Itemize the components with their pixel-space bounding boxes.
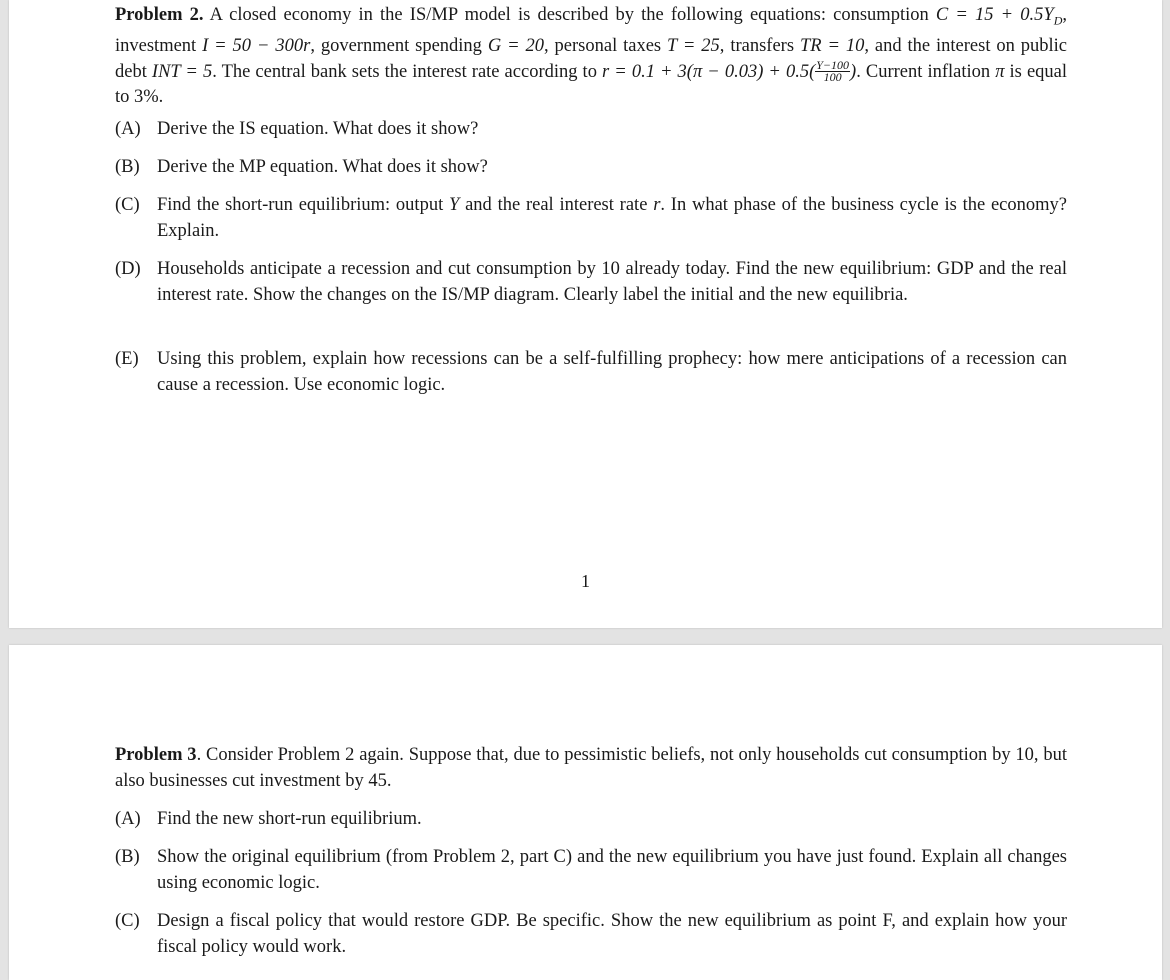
part-label: (C) (115, 195, 140, 215)
problem-3-heading: Problem 3 (115, 745, 197, 765)
problem-2-part-e (115, 347, 1067, 398)
part-label: (B) (115, 157, 140, 177)
part-text: Find the new short-run equilibrium. (157, 809, 422, 829)
document-page-1 (9, 0, 1162, 628)
problem-2-part-b (115, 155, 1067, 181)
problem-3-text: . Consider Problem 2 again. Suppose that, due to pessimistic beliefs, not only households cut consumption by 10, but also businesses cut investment by 45. (115, 745, 1067, 791)
part-text: Households anticipate a recession and cut consumption by 10 already today. Find the new equilibrium: GDP and the real interest rate. Show the changes on the IS/MP diagram. Clearly label the initial and the new equilibria. (157, 259, 1067, 305)
part-label: (C) (115, 911, 140, 931)
equation-interest-debt: INT = 5 (151, 61, 213, 82)
document-page-2 (9, 645, 1162, 980)
part-label: (E) (115, 349, 139, 369)
equation-transfers: TR = 10 (799, 36, 865, 57)
part-label: (D) (115, 259, 141, 279)
part-text: Show the original equilibrium (from Problem 2, part C) and the new equilibrium you have just found. Explain all changes using economic logic. (157, 847, 1067, 893)
problem-2-part-c (115, 193, 1067, 244)
equation-taxes: T = 25 (667, 36, 720, 57)
part-label: (A) (115, 119, 141, 139)
part-text: Derive the IS equation. What does it show? (157, 119, 479, 139)
problem-3-part-b (115, 845, 1067, 896)
part-text: Derive the MP equation. What does it show? (157, 157, 488, 177)
page-number: 1 (581, 571, 590, 591)
part-text: Using this problem, explain how recessions can be a self-fulfilling prophecy: how mere anticipations of a recession can cause a recession. Use economic logic. (157, 349, 1067, 395)
problem-2-part-d (115, 257, 1067, 308)
part-text: Find the short-run equilibrium: output Y and the real interest rate r. In what phase of the business cycle is the economy? Explain. (157, 195, 1067, 241)
problem-3-part-c (115, 909, 1067, 960)
problem-2-statement: Problem 2. A closed economy in the IS/MP model is described by the following equations: consumption $C = 15 + 0.5Y_D$, investment I = 50 − 300r, government spending G = 20, personal taxes T = 25, transfers TR = 10, and the interest on public debt INT = 5. The central bank sets the interest rate according to r = 0.1 + 3(π − 0.03) + 0.5( $\frac{Y-100}{100}$ ). Current inflation π is equal to 3%. (115, 5, 1068, 108)
problem-3-part-a (115, 807, 1067, 833)
problem-2-part-a (115, 117, 1067, 143)
equation-government: G = 20 (487, 36, 544, 57)
problem-2-heading: Problem 2. (115, 5, 204, 25)
part-text: Design a fiscal policy that would restore GDP. Be specific. Show the new equilibrium as point F, and explain how your fiscal policy would work. (157, 911, 1067, 957)
part-label: (A) (115, 809, 141, 829)
part-label: (B) (115, 847, 140, 867)
equation-investment: I = 50 − 300r (202, 36, 311, 57)
fraction: $\frac{Y-100}{100}$ (816, 57, 850, 84)
equation-mp-rule: r = 0.1 + 3(π − 0.03) + 0.5( $\frac{Y-100}{100}$ ) (602, 57, 857, 84)
problem-3-statement (115, 743, 1067, 794)
equation-consumption: $C = 15 + 0.5Y_D$ (935, 5, 1063, 28)
problem-2-text: A closed economy in the IS/MP model is described by the following equations: consumption (209, 5, 929, 25)
